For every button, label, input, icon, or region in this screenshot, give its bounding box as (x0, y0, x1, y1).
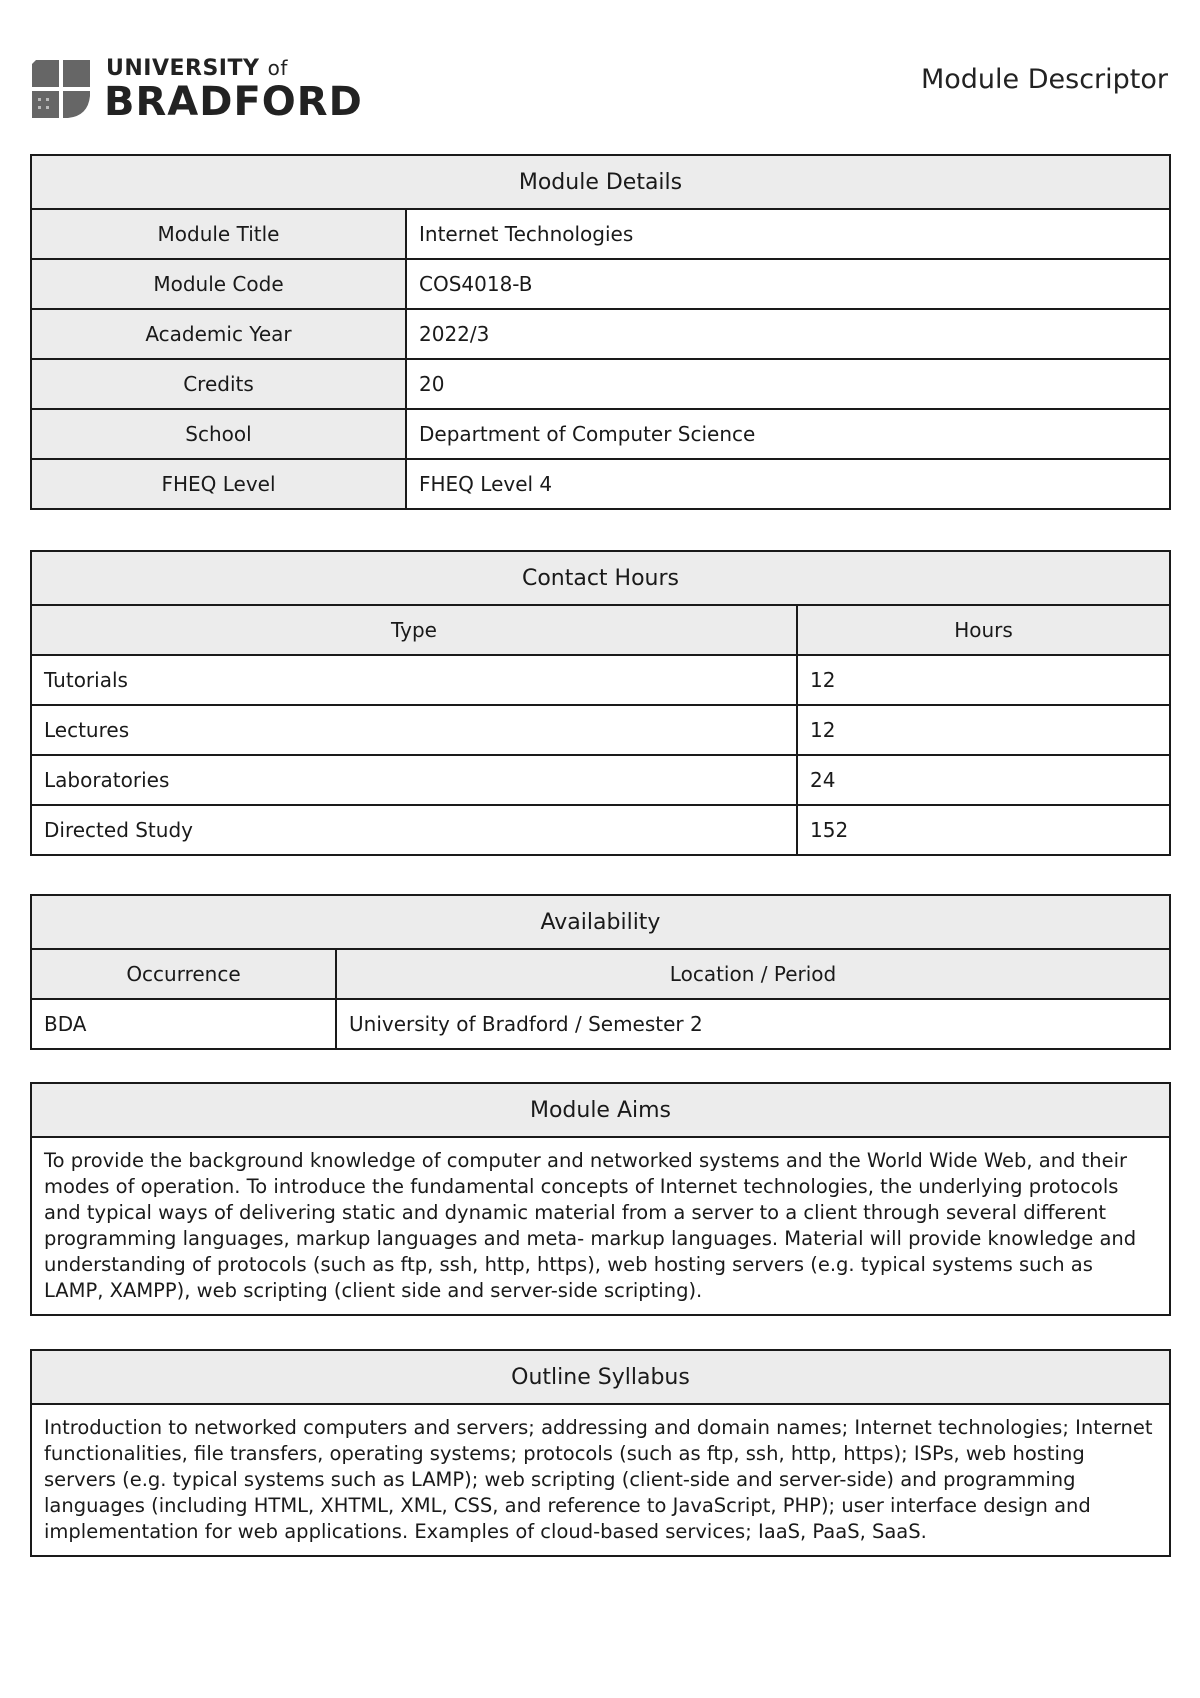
module-aims-table (30, 1082, 1171, 1316)
table-row (31, 409, 1170, 459)
row-value: COS4018-B (406, 259, 1170, 309)
type-cell: Lectures (31, 705, 797, 755)
type-cell: Directed Study (31, 805, 797, 855)
row-label: School (31, 409, 406, 459)
column-header-type: Type (31, 605, 797, 655)
logo-bradford-text: BRADFORD (104, 79, 363, 125)
page-header (30, 58, 1170, 128)
table-row (31, 309, 1170, 359)
location-cell: University of Bradford / Semester 2 (336, 999, 1170, 1049)
row-label: FHEQ Level (31, 459, 406, 509)
row-label: Academic Year (31, 309, 406, 359)
outline-syllabus-text: Introduction to networked computers and servers; addressing and domain names; Internet technologies; Internet functionalities, file transfers, operating systems; protocols (such as ftp, ssh, http, https); ISPs, web hosting servers (e.g. typical systems such as LAMP); web scripting (client-side and server-side) and programming languages (including HTML, XHTML, XML, CSS, and reference to JavaScript, PHP); user interface design and implementation for web applications. Examples of cloud-based services; IaaS, PaaS, SaaS. (31, 1404, 1170, 1556)
table-row (31, 259, 1170, 309)
module-aims-heading: Module Aims (31, 1083, 1170, 1137)
table-row (31, 705, 1170, 755)
module-details-table (30, 154, 1171, 510)
column-header-occurrence: Occurrence (31, 949, 336, 999)
module-aims-text: To provide the background knowledge of computer and networked systems and the World Wide Web, and their modes of operation. To introduce the fundamental concepts of Internet technologies, the underlying protocols and typical ways of delivering static and dynamic material from a server to a client through several different programming languages, markup languages and meta- markup languages. Material will provide knowledge and understanding of protocols (such as ftp, ssh, http, https), web hosting servers (e.g. typical systems such as LAMP, XAMPP), web scripting (client side and server-side scripting). (31, 1137, 1170, 1315)
type-cell: Tutorials (31, 655, 797, 705)
row-value: 2022/3 (406, 309, 1170, 359)
logo-university-text: UNIVERSITY of (106, 56, 288, 81)
table-row (31, 655, 1170, 705)
table-row (31, 999, 1170, 1049)
row-value: 20 (406, 359, 1170, 409)
table-row (31, 209, 1170, 259)
contact-hours-table (30, 550, 1171, 856)
outline-syllabus-table (30, 1349, 1171, 1557)
column-header-location: Location / Period (336, 949, 1170, 999)
module-details-heading: Module Details (31, 155, 1170, 209)
availability-heading: Availability (31, 895, 1170, 949)
hours-cell: 12 (797, 655, 1170, 705)
outline-syllabus-heading: Outline Syllabus (31, 1350, 1170, 1404)
university-logo (30, 56, 363, 125)
column-header-hours: Hours (797, 605, 1170, 655)
contact-hours-heading: Contact Hours (31, 551, 1170, 605)
row-value: Department of Computer Science (406, 409, 1170, 459)
row-value: FHEQ Level 4 (406, 459, 1170, 509)
row-label: Credits (31, 359, 406, 409)
row-label: Module Title (31, 209, 406, 259)
university-crest-icon (30, 58, 92, 120)
row-value: Internet Technologies (406, 209, 1170, 259)
table-row (31, 459, 1170, 509)
occurrence-cell: BDA (31, 999, 336, 1049)
hours-cell: 24 (797, 755, 1170, 805)
hours-cell: 12 (797, 705, 1170, 755)
availability-table (30, 894, 1171, 1050)
table-row (31, 359, 1170, 409)
type-cell: Laboratories (31, 755, 797, 805)
table-row (31, 755, 1170, 805)
document-title: Module Descriptor (920, 64, 1168, 95)
row-label: Module Code (31, 259, 406, 309)
hours-cell: 152 (797, 805, 1170, 855)
table-row (31, 805, 1170, 855)
